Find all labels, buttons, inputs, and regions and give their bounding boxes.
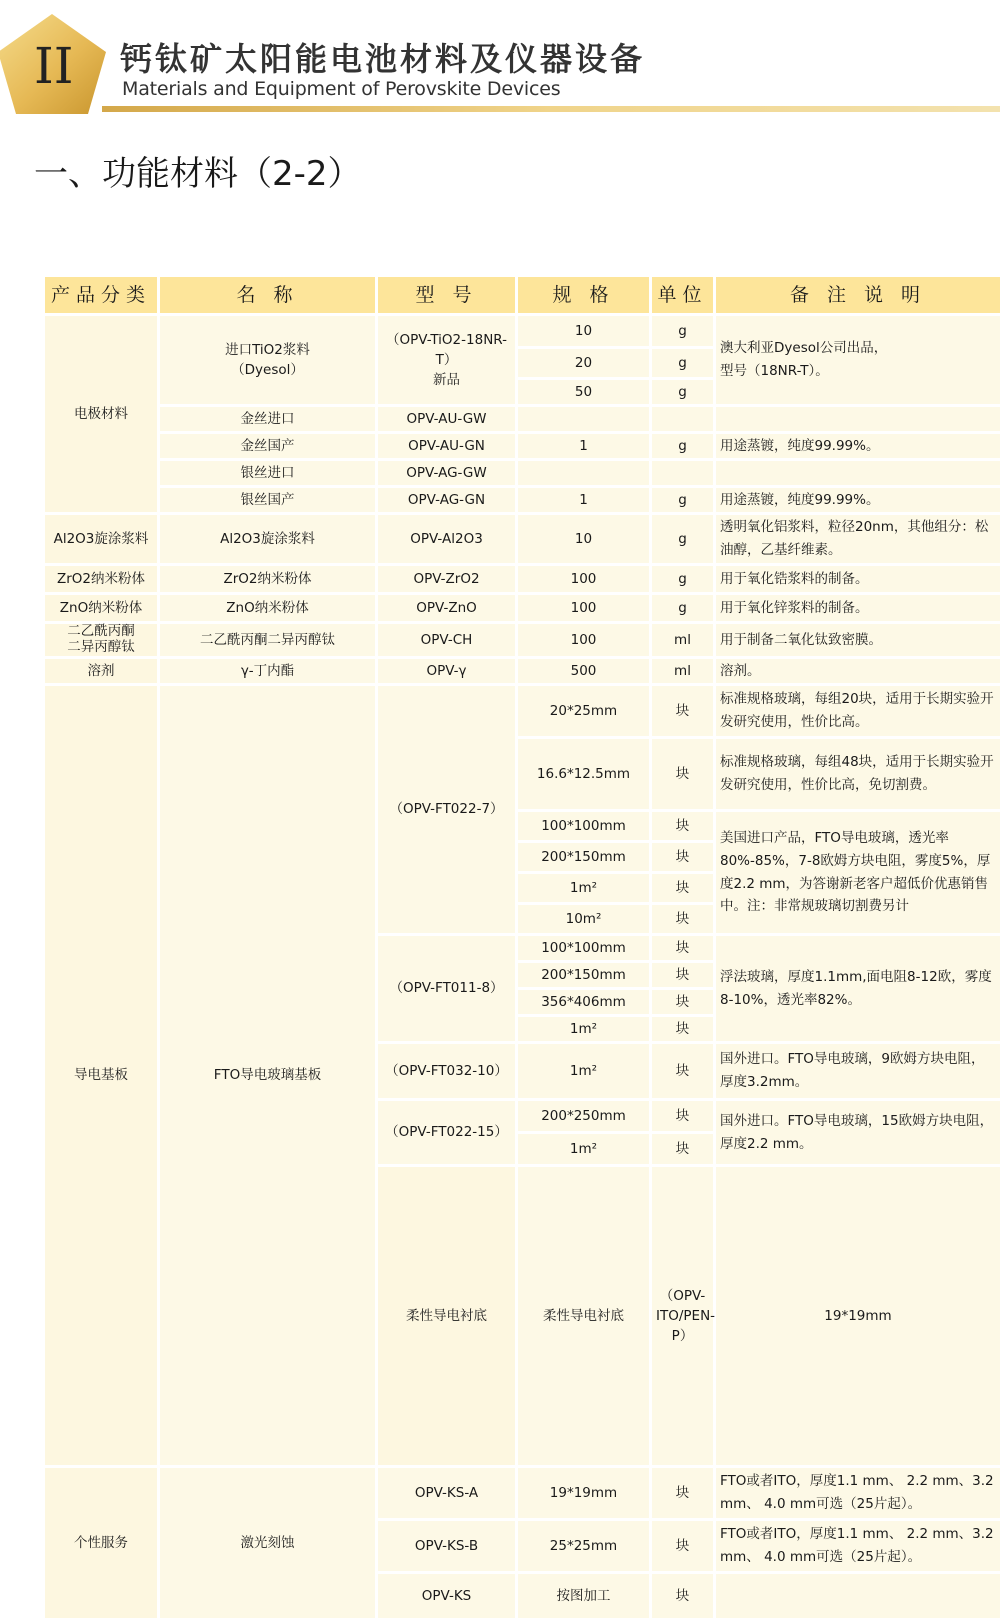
table-row xyxy=(45,461,1000,485)
product-name: 进口TiO2浆料 （Dyesol） xyxy=(160,316,375,404)
product-unit: 块 xyxy=(652,874,713,902)
header-name: 名 称 xyxy=(160,277,375,313)
product-name: 金丝进口 xyxy=(160,407,375,431)
product-unit: 块 xyxy=(652,1574,713,1618)
table-row xyxy=(45,515,1000,563)
product-unit xyxy=(652,461,713,485)
product-unit: 块 xyxy=(652,739,713,809)
product-unit xyxy=(652,407,713,431)
product-spec: 1m² xyxy=(518,1134,649,1164)
product-note: 用于制备二氧化钛致密膜。 xyxy=(716,624,1000,656)
section-numeral: II xyxy=(34,37,74,95)
category-cell: 二乙酰丙酮 二异丙醇钛 xyxy=(45,624,157,656)
product-spec: 10 xyxy=(518,515,649,563)
product-unit: 块 xyxy=(652,1044,713,1098)
product-model: OPV-CH xyxy=(378,624,515,656)
table-row xyxy=(45,659,1000,683)
product-note: FTO或者ITO，厚度1.1 mm、 2.2 mm、3.2 mm、 4.0 mm可选（25片起）。 xyxy=(716,1521,1000,1571)
product-name: γ-丁内酯 xyxy=(160,659,375,683)
product-spec: 200*150mm xyxy=(518,843,649,871)
product-unit: 块 xyxy=(652,905,713,933)
product-spec: 100*100mm xyxy=(518,936,649,960)
product-model: OPV-KS-A xyxy=(378,1468,515,1518)
product-name: ZnO纳米粉体 xyxy=(160,595,375,621)
product-model: OPV-AG-GW xyxy=(378,461,515,485)
product-model: OPV-Al2O3 xyxy=(378,515,515,563)
header-title-cn: 钙钛矿太阳能电池材料及仪器设备 xyxy=(120,40,646,78)
product-model: （OPV-ITO/PEN-P） xyxy=(652,1167,713,1465)
header-unit: 单位 xyxy=(652,277,713,313)
category-cell: 溶剂 xyxy=(45,659,157,683)
product-unit: 块 xyxy=(652,963,713,987)
product-note: 溶剂。 xyxy=(716,659,1000,683)
product-unit: g xyxy=(652,566,713,592)
product-spec: 500 xyxy=(518,659,649,683)
page-header xyxy=(0,0,1000,130)
product-model: OPV-ZrO2 xyxy=(378,566,515,592)
table-row xyxy=(45,595,1000,621)
product-spec: 200*250mm xyxy=(518,1101,649,1131)
product-name: FTO导电玻璃基板 xyxy=(160,686,375,1465)
table-row xyxy=(45,1468,1000,1518)
category-cell: 电极材料 xyxy=(45,316,157,512)
product-unit: ml xyxy=(652,659,713,683)
product-name: 二乙酰丙酮二异丙醇钛 xyxy=(160,624,375,656)
product-unit: 块 xyxy=(652,843,713,871)
product-spec: 25*25mm xyxy=(518,1521,649,1571)
product-spec: 356*406mm xyxy=(518,990,649,1014)
product-model: OPV-AU-GN xyxy=(378,434,515,458)
product-spec: 1 xyxy=(518,434,649,458)
product-name: Al2O3旋涂浆料 xyxy=(160,515,375,563)
header-spec: 规 格 xyxy=(518,277,649,313)
product-note: 国外进口。FTO导电玻璃，9欧姆方块电阻，厚度3.2mm。 xyxy=(716,1044,1000,1098)
table-row xyxy=(45,686,1000,736)
product-model: （OPV-FT022-7） xyxy=(378,686,515,933)
category-cell: ZnO纳米粉体 xyxy=(45,595,157,621)
product-spec: 200*150mm xyxy=(518,963,649,987)
product-name: 银丝国产 xyxy=(160,488,375,512)
category-cell: 导电基板 xyxy=(45,686,157,1465)
table-row xyxy=(45,624,1000,656)
product-unit: 块 xyxy=(652,812,713,840)
table-row xyxy=(45,434,1000,458)
product-spec: 19*19mm xyxy=(518,1468,649,1518)
product-note: 用于氧化锌浆料的制备。 xyxy=(716,595,1000,621)
product-unit: 块 xyxy=(652,1017,713,1041)
table-header-row xyxy=(45,277,1000,313)
table-row xyxy=(45,566,1000,592)
product-model: OPV-AU-GW xyxy=(378,407,515,431)
product-name: 柔性导电衬底 xyxy=(518,1167,649,1465)
product-spec: 1m² xyxy=(518,1044,649,1098)
product-note: 澳大利亚Dyesol公司出品， 型号（18NR-T）。 xyxy=(716,316,1000,404)
product-model: （OPV-FT032-10） xyxy=(378,1044,515,1098)
product-unit: g xyxy=(652,515,713,563)
header-title-en: Materials and Equipment of Perovskite Devices xyxy=(122,78,561,100)
table-row xyxy=(45,407,1000,431)
product-note xyxy=(716,407,1000,431)
product-model: OPV-KS xyxy=(378,1574,515,1618)
product-unit: 块 xyxy=(652,1101,713,1131)
product-spec: 10m² xyxy=(518,905,649,933)
header-divider xyxy=(102,106,1000,112)
category-cell: 个性服务 xyxy=(45,1468,157,1618)
product-note: 标准规格玻璃，每组48块，适用于长期实验开发研究使用，性价比高，免切割费。 xyxy=(716,739,1000,809)
product-note: 浮法玻璃，厚度1.1mm,面电阻8-12欧，雾度8-10%，透光率82%。 xyxy=(716,936,1000,1041)
product-table xyxy=(42,274,1000,1621)
product-name: 金丝国产 xyxy=(160,434,375,458)
product-spec: 100 xyxy=(518,595,649,621)
product-unit: 块 xyxy=(652,1134,713,1164)
header-category: 产品分类 xyxy=(45,277,157,313)
product-note xyxy=(716,461,1000,485)
product-spec: 20 xyxy=(518,349,649,377)
product-note: 用途蒸镀，纯度99.99%。 xyxy=(716,488,1000,512)
product-spec: 100 xyxy=(518,624,649,656)
header-note: 备 注 说 明 xyxy=(716,277,1000,313)
product-name: 银丝进口 xyxy=(160,461,375,485)
product-unit: 块 xyxy=(652,990,713,1014)
category-cell: ZrO2纳米粉体 xyxy=(45,566,157,592)
product-note xyxy=(716,1574,1000,1618)
product-note: 透明氧化铝浆料，粒径20nm，其他组分：松油醇，乙基纤维素。 xyxy=(716,515,1000,563)
product-name: 激光刻蚀 xyxy=(160,1468,375,1618)
product-spec: 10 xyxy=(518,316,649,346)
product-spec: 16.6*12.5mm xyxy=(518,739,649,809)
product-model: （OPV-FT022-15） xyxy=(378,1101,515,1164)
product-spec: 1m² xyxy=(518,1017,649,1041)
header-model: 型 号 xyxy=(378,277,515,313)
product-note: 美国进口产品，FTO导电玻璃，透光率80%-85%，7-8欧姆方块电阻，雾度5%，厚度2.2 mm，为答谢新老客户超低价优惠销售中。注：非常规玻璃切割费另计 xyxy=(716,812,1000,933)
product-unit: g xyxy=(652,349,713,377)
product-unit: g xyxy=(652,488,713,512)
section-title: 一、功能材料（2-2） xyxy=(34,154,362,194)
product-spec: 100 xyxy=(518,566,649,592)
product-spec: 100*100mm xyxy=(518,812,649,840)
table-row xyxy=(45,316,1000,346)
product-spec: 1 xyxy=(518,488,649,512)
product-spec: 19*19mm xyxy=(716,1167,1000,1465)
product-note: 标准规格玻璃，每组20块，适用于长期实验开发研究使用，性价比高。 xyxy=(716,686,1000,736)
product-note: 用于氧化锆浆料的制备。 xyxy=(716,566,1000,592)
product-unit: g xyxy=(652,380,713,404)
product-spec xyxy=(518,407,649,431)
product-spec: 按图加工 xyxy=(518,1574,649,1618)
product-unit: 块 xyxy=(652,686,713,736)
product-model: OPV-AG-GN xyxy=(378,488,515,512)
product-unit: g xyxy=(652,434,713,458)
product-model: （OPV-FT011-8） xyxy=(378,936,515,1041)
product-spec xyxy=(518,461,649,485)
product-spec: 50 xyxy=(518,380,649,404)
product-unit: 块 xyxy=(652,1521,713,1571)
product-unit: ml xyxy=(652,624,713,656)
product-note: 用途蒸镀，纯度99.99%。 xyxy=(716,434,1000,458)
product-note: 国外进口。FTO导电玻璃，15欧姆方块电阻，厚度2.2 mm。 xyxy=(716,1101,1000,1164)
product-unit: 块 xyxy=(652,1468,713,1518)
product-unit: g xyxy=(652,316,713,346)
product-model: OPV-ZnO xyxy=(378,595,515,621)
product-name: ZrO2纳米粉体 xyxy=(160,566,375,592)
product-note: FTO或者ITO，厚度1.1 mm、 2.2 mm、3.2 mm、 4.0 mm可选（25片起）。 xyxy=(716,1468,1000,1518)
product-model: OPV-γ xyxy=(378,659,515,683)
product-spec: 20*25mm xyxy=(518,686,649,736)
product-model: OPV-KS-B xyxy=(378,1521,515,1571)
product-unit: g xyxy=(652,595,713,621)
category-cell: 柔性导电衬底 xyxy=(378,1167,515,1465)
product-unit: 块 xyxy=(652,936,713,960)
table-row xyxy=(45,488,1000,512)
product-model: （OPV-TiO2-18NR-T） 新品 xyxy=(378,316,515,404)
category-cell: Al2O3旋涂浆料 xyxy=(45,515,157,563)
product-spec: 1m² xyxy=(518,874,649,902)
